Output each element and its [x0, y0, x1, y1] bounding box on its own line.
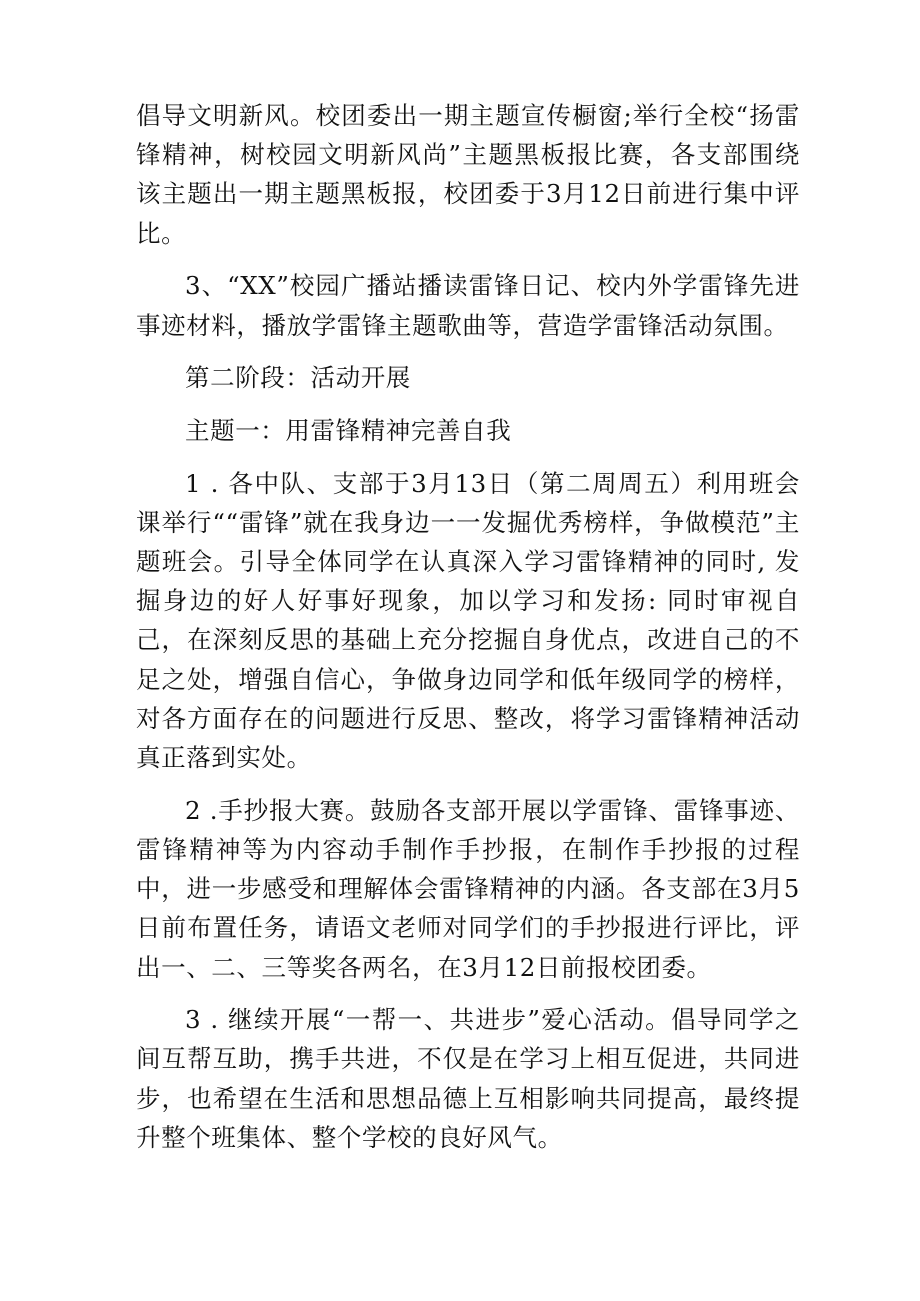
paragraph-handwritten-newspaper: 2 .手抄报大赛。鼓励各支部开展以学雷锋、雷锋事迹、雷锋精神等为内容动手制作手抄报，在制作手抄报的过程中，进一步感受和理解体会雷锋精神的内涵。各支部在3月5日前布置任务，请语文老师对同学们的手抄报进行评比，评出一、二、三等奖各两名，在3月12日前报校团委。 — [136, 795, 800, 982]
section-heading-stage-two: 第二阶段：活动开展 — [185, 363, 411, 393]
paragraph-broadcast-station: 3、“XX”校园广播站播读雷锋日记、校内外学雷锋先进事迹材料，播放学雷锋主题歌曲等，营造学雷锋活动氛围。 — [136, 271, 800, 340]
paragraph-continued: 倡导文明新风。校团委出一期主题宣传橱窗;举行全校“扬雷锋精神，树校园文明新风尚”主题黑板报比赛，各支部围绕该主题出一期主题黑板报，校团委于3月12日前进行集中评比。 — [136, 101, 800, 248]
document-page — [136, 96, 800, 1171]
paragraph-mutual-help: 3 . 继续开展“一帮一、共进步”爱心活动。倡导同学之间互帮互助，携手共进，不仅是在学习上相互促进，共同进步，也希望在生活和思想品德上互相影响共同提高，最终提升整个班集体、整个学校的良好风气。 — [136, 1005, 800, 1152]
section-heading-theme-one: 主题一：用雷锋精神完善自我 — [185, 415, 512, 445]
paragraph-class-meeting: 1 . 各中队、支部于3月13日（第二周周五）利用班会课举行““雷锋”就在我身边一一发掘优秀榜样，争做模范”主题班会。引导全体同学在认真深入学习雷锋精神的同时, 发掘身边的好人好事好现象，加以学习和发扬: 同时审视自己，在深刻反思的基础上充分挖掘自身优点，改进自己的不足之处，增强自信心，争做身边同学和低年级同学的榜样，对各方面存在的问题进行反思、整改，将学习雷锋精神活动真正落到实处。 — [136, 468, 800, 773]
